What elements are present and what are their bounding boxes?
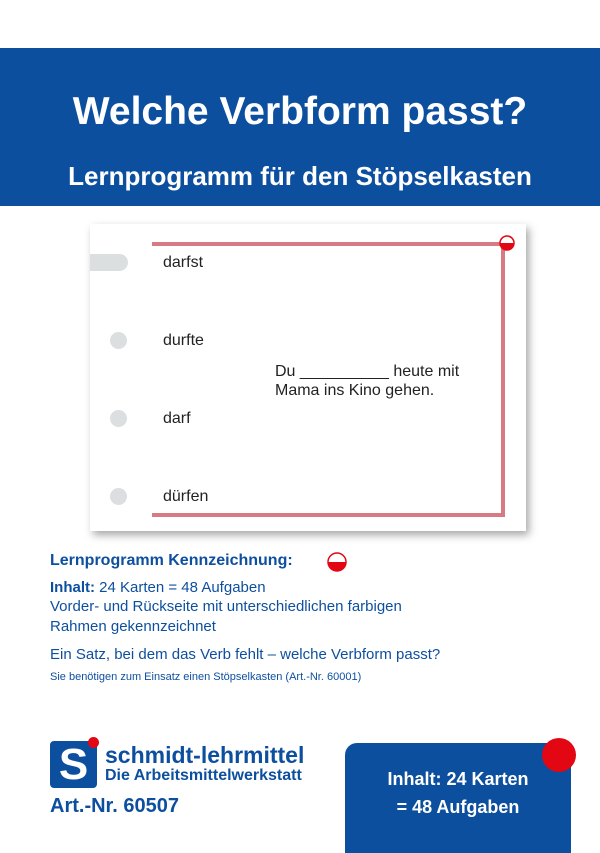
inhalt-line <box>50 578 266 597</box>
answer-option-2: durfte <box>163 332 204 349</box>
logo-letter: S <box>58 740 89 789</box>
answer-option-1: darfst <box>163 254 204 271</box>
task-sentence-line-2: Mama ins Kino gehen. <box>275 382 435 399</box>
card-frame-top <box>152 242 503 246</box>
plug-hole-3 <box>110 410 127 427</box>
article-number: Art.-Nr. 60507 <box>50 795 179 817</box>
content-box-text <box>345 765 571 821</box>
page-title: Welche Verbform passt? <box>72 90 528 133</box>
logo-mark <box>50 741 97 788</box>
plug-hole-2 <box>110 332 127 349</box>
kennzeichnung-heading: Lernprogramm Kennzeichnung: <box>50 552 293 569</box>
logo-dot <box>88 737 99 748</box>
content-box-line-2: = 48 Aufgaben <box>396 797 520 817</box>
content-box-line-1: Inhalt: 24 Karten <box>387 769 529 789</box>
example-card <box>90 224 526 531</box>
answer-option-3: darf <box>163 410 191 427</box>
info-line-5: Sie benötigen zum Einsatz einen Stöpselkasten (Art.-Nr. 60001) <box>50 671 362 683</box>
info-line-3: Rahmen gekennzeichnet <box>50 618 216 635</box>
answer-option-4: dürfen <box>163 488 209 505</box>
task-sentence-line-1: Du __________ heute mit <box>275 363 460 380</box>
brand-tagline: Die Arbeitsmittelwerkstatt <box>105 767 302 784</box>
header-banner <box>0 48 600 206</box>
red-white-marker-icon <box>327 552 347 572</box>
inhalt-label: Inhalt: <box>50 579 95 596</box>
card-frame-right <box>501 242 505 517</box>
plug-hole-4 <box>110 488 127 505</box>
inhalt-value: 24 Karten = 48 Aufgaben <box>95 579 266 596</box>
page-subtitle: Lernprogramm für den Stöpselkasten <box>68 161 532 191</box>
info-line-4: Ein Satz, bei dem das Verb fehlt – welche Verbform passt? <box>50 646 441 663</box>
red-white-marker-icon <box>499 235 515 251</box>
task-sentence <box>275 362 490 400</box>
brand-name: schmidt-lehrmittel <box>105 742 305 768</box>
plug-tab <box>90 254 128 271</box>
card-frame-bottom <box>152 513 505 517</box>
info-line-2: Vorder- und Rückseite mit unterschiedlichen farbigen <box>50 598 402 615</box>
